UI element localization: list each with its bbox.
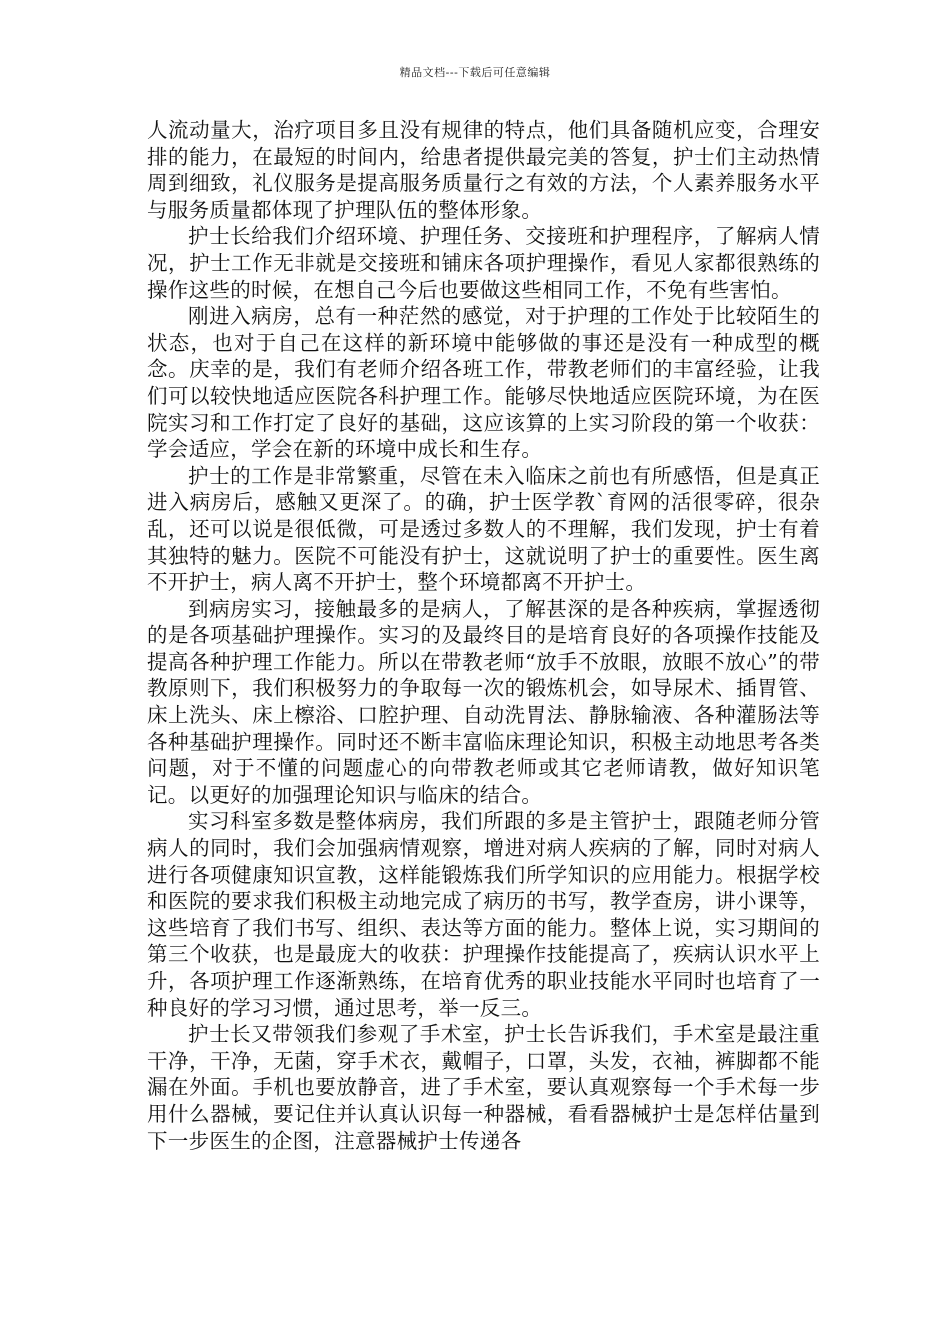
paragraph: 到病房实习，接触最多的是病人，了解甚深的是各种疾病，掌握透彻的是各项基础护理操作。实习的及最终目的是培育良好的各项操作技能及提高各种护理工作能力。所以在带教老师“放手不放眼，放眼不放心”的带教原则下，我们积极努力的争取每一次的锻炼机会，如导尿术、插胃管、床上洗头、床上檫浴、口腔护理、自动洗胃法、静脉输液、各种灌肠法等各种基础护理操作。同时还不断丰富临床理论知识，积极主动地思考各类问题，对于不懂的问题虚心的向带教老师或其它老师请教，做好知识笔记。以更好的加强理论知识与临床的结合。 bbox=[147, 596, 820, 807]
paragraph: 实习科室多数是整体病房，我们所跟的多是主管护士，跟随老师分管病人的同时，我们会加强病情观察，增进对病人疾病的了解，同时对病人进行各项健康知识宣教，这样能锻炼我们所学知识的应用能力。根据学校和医院的要求我们积极主动地完成了病历的书写，教学查房，讲小课等，这些培育了我们书写、组织、表达等方面的能力。整体上说，实习期间的第三个收获，也是最庞大的收获：护理操作技能提高了，疾病认识水平上升，各项护理工作逐渐熟练，在培育优秀的职业技能水平同时也培育了一种良好的学习习惯，通过思考，举一反三。 bbox=[147, 809, 820, 1020]
paragraph: 护士长给我们介绍环境、护理任务、交接班和护理程序，了解病人情况，护士工作无非就是交接班和铺床各项护理操作，看见人家都很熟练的操作这些的时候，在想自己今后也要做这些相同工作，不免有些害怕。 bbox=[147, 224, 820, 302]
paragraph: 护士的工作是非常繁重，尽管在未入临床之前也有所感悟，但是真正进入病房后，感触又更深了。的确，护士医学教`育网的活很零碎，很杂乱，还可以说是很低微，可是透过多数人的不理解，我们发现，护士有着其独特的魅力。医院不可能没有护士，这就说明了护士的重要性。医生离不开护士，病人离不开护士，整个环境都离不开护士。 bbox=[147, 463, 820, 595]
paragraph: 护士长又带领我们参观了手术室，护士长告诉我们，手术室是最注重干净，干净，无菌，穿手术衣，戴帽子，口罩，头发，衣袖，裤脚都不能漏在外面。手机也要放静音，进了手术室，要认真观察每一个手术每一步用什么器械，要记住并认真认识每一种器械，看看器械护士是怎样估量到下一步医生的企图，注意器械护士传递各 bbox=[147, 1022, 820, 1153]
paragraph: 刚进入病房，总有一种茫然的感觉，对于护理的工作处于比较陌生的状态，也对于自己在这样的新环境中能够做的事还是没有一种成型的概念。庆幸的是，我们有老师介绍各班工作，带教老师们的丰富经验，让我们可以较快地适应医院各科护理工作。能够尽快地适应医院环境，为在医院实习和工作打定了良好的基础，这应该算的上实习阶段的第一个收获：学会适应，学会在新的环境中成长和生存。 bbox=[147, 304, 820, 462]
page-header: 精品文档---下载后可任意编辑 bbox=[399, 66, 551, 79]
paragraph: 人流动量大，治疗项目多且没有规律的特点，他们具备随机应变，合理安排的能力，在最短的时间内，给患者提供最完美的答复，护士们主动热情周到细致，礼仪服务是提高服务质量行之有效的方法，个人素养服务水平与服务质量都体现了护理队伍的整体形象。 bbox=[147, 118, 820, 222]
document-body bbox=[147, 117, 820, 1154]
